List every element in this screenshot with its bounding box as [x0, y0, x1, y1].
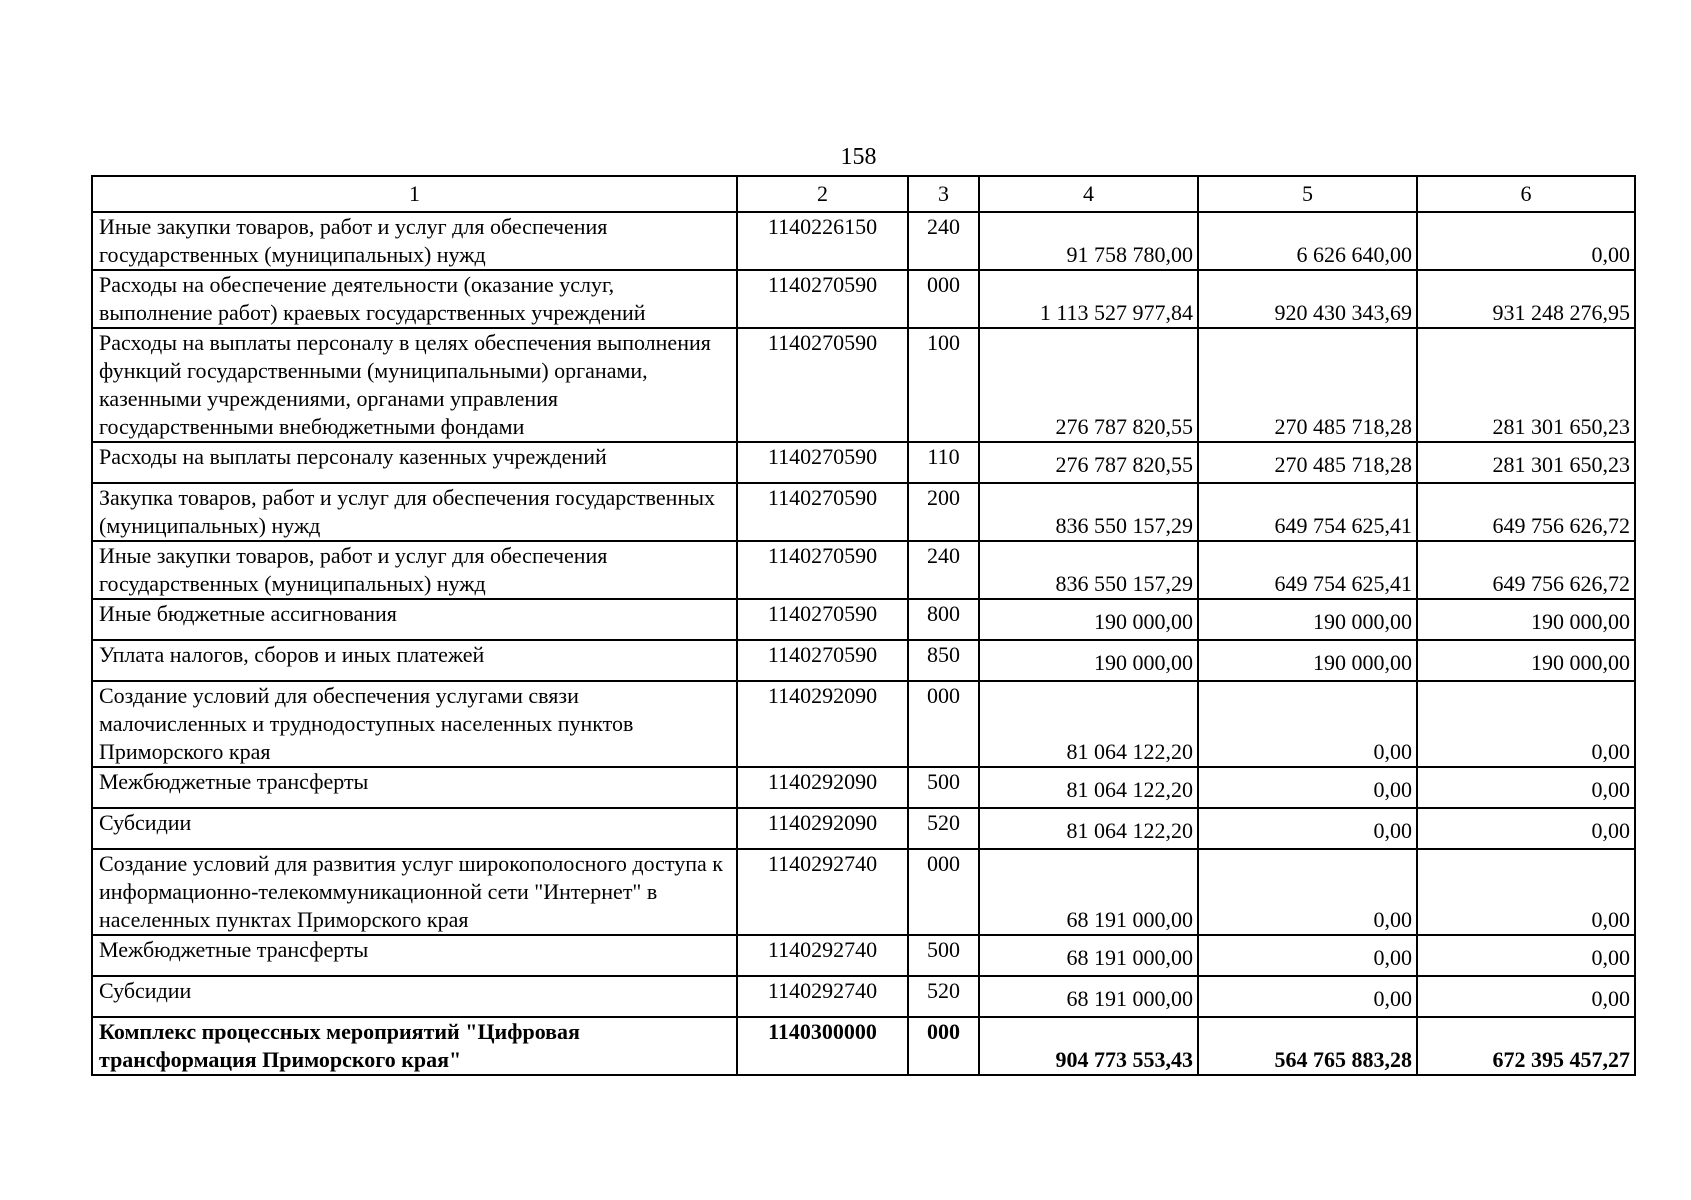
row-value-4: 276 787 820,55 — [979, 328, 1198, 442]
table-row — [92, 935, 1635, 976]
row-type: 520 — [908, 976, 979, 1017]
row-code: 1140270590 — [737, 442, 908, 483]
column-header: 6 — [1417, 176, 1635, 212]
row-code: 1140270590 — [737, 270, 908, 328]
row-value-5: 190 000,00 — [1198, 640, 1417, 681]
row-value-6: 0,00 — [1417, 767, 1635, 808]
row-value-4: 68 191 000,00 — [979, 976, 1198, 1017]
row-type: 110 — [908, 442, 979, 483]
table-row — [92, 328, 1635, 442]
row-type: 850 — [908, 640, 979, 681]
row-value-4: 1 113 527 977,84 — [979, 270, 1198, 328]
row-value-4: 81 064 122,20 — [979, 767, 1198, 808]
row-name: Уплата налогов, сборов и иных платежей — [92, 640, 737, 681]
table-row — [92, 212, 1635, 270]
row-code: 1140270590 — [737, 328, 908, 442]
row-name: Комплекс процессных мероприятий "Цифровая трансформация Приморского края" — [92, 1017, 737, 1075]
row-value-4: 836 550 157,29 — [979, 483, 1198, 541]
row-code: 1140292740 — [737, 849, 908, 935]
column-header: 5 — [1198, 176, 1417, 212]
row-code: 1140270590 — [737, 483, 908, 541]
row-code: 1140270590 — [737, 640, 908, 681]
table-header-row — [92, 176, 1635, 212]
row-code: 1140292740 — [737, 935, 908, 976]
page-number: 158 — [840, 144, 877, 170]
row-value-5: 649 754 625,41 — [1198, 541, 1417, 599]
row-value-5: 0,00 — [1198, 935, 1417, 976]
row-type: 520 — [908, 808, 979, 849]
row-type: 500 — [908, 767, 979, 808]
row-code: 1140292090 — [737, 767, 908, 808]
row-type: 240 — [908, 212, 979, 270]
row-name: Создание условий для развития услуг широкополосного доступа к информационно-телекоммуникационной сети "Интернет" в населенных пунктах Приморского края — [92, 849, 737, 935]
row-value-4: 68 191 000,00 — [979, 935, 1198, 976]
row-value-4: 91 758 780,00 — [979, 212, 1198, 270]
row-value-6: 672 395 457,27 — [1417, 1017, 1635, 1075]
row-value-6: 281 301 650,23 — [1417, 328, 1635, 442]
row-code: 1140292740 — [737, 976, 908, 1017]
row-code: 1140292090 — [737, 681, 908, 767]
row-name: Субсидии — [92, 808, 737, 849]
row-value-5: 0,00 — [1198, 976, 1417, 1017]
row-value-6: 190 000,00 — [1417, 640, 1635, 681]
row-value-6: 649 756 626,72 — [1417, 541, 1635, 599]
row-name: Расходы на выплаты персоналу казенных учреждений — [92, 442, 737, 483]
row-name: Иные закупки товаров, работ и услуг для обеспечения государственных (муниципальных) нужд — [92, 541, 737, 599]
row-value-4: 68 191 000,00 — [979, 849, 1198, 935]
row-type: 000 — [908, 270, 979, 328]
table-row — [92, 976, 1635, 1017]
row-value-6: 649 756 626,72 — [1417, 483, 1635, 541]
row-code: 1140300000 — [737, 1017, 908, 1075]
row-name: Иные закупки товаров, работ и услуг для обеспечения государственных (муниципальных) нужд — [92, 212, 737, 270]
row-value-5: 0,00 — [1198, 681, 1417, 767]
row-value-5: 920 430 343,69 — [1198, 270, 1417, 328]
table-row — [92, 808, 1635, 849]
row-value-4: 190 000,00 — [979, 599, 1198, 640]
row-code: 1140226150 — [737, 212, 908, 270]
column-header: 1 — [92, 176, 737, 212]
row-value-6: 0,00 — [1417, 849, 1635, 935]
row-value-6: 0,00 — [1417, 681, 1635, 767]
row-name: Межбюджетные трансферты — [92, 767, 737, 808]
row-type: 200 — [908, 483, 979, 541]
row-name: Иные бюджетные ассигнования — [92, 599, 737, 640]
row-name: Межбюджетные трансферты — [92, 935, 737, 976]
column-header: 2 — [737, 176, 908, 212]
row-value-4: 190 000,00 — [979, 640, 1198, 681]
row-type: 000 — [908, 1017, 979, 1075]
row-value-4: 836 550 157,29 — [979, 541, 1198, 599]
row-value-5: 564 765 883,28 — [1198, 1017, 1417, 1075]
row-code: 1140292090 — [737, 808, 908, 849]
row-value-5: 0,00 — [1198, 767, 1417, 808]
budget-table — [91, 175, 1636, 1076]
row-value-6: 190 000,00 — [1417, 599, 1635, 640]
row-value-6: 931 248 276,95 — [1417, 270, 1635, 328]
row-value-4: 81 064 122,20 — [979, 681, 1198, 767]
table-row — [92, 767, 1635, 808]
table-row — [92, 541, 1635, 599]
row-value-5: 0,00 — [1198, 849, 1417, 935]
row-name: Расходы на выплаты персоналу в целях обеспечения выполнения функций государственными (муниципальными) органами, казенными учреждениями, органами управления государственными внебюджетными фондами — [92, 328, 737, 442]
column-header: 4 — [979, 176, 1198, 212]
row-value-6: 0,00 — [1417, 808, 1635, 849]
row-type: 240 — [908, 541, 979, 599]
row-value-6: 0,00 — [1417, 976, 1635, 1017]
table-row-total — [92, 1017, 1635, 1075]
row-code: 1140270590 — [737, 541, 908, 599]
row-code: 1140270590 — [737, 599, 908, 640]
table-row — [92, 483, 1635, 541]
row-value-6: 281 301 650,23 — [1417, 442, 1635, 483]
row-type: 100 — [908, 328, 979, 442]
row-type: 000 — [908, 849, 979, 935]
row-value-4: 276 787 820,55 — [979, 442, 1198, 483]
row-value-5: 270 485 718,28 — [1198, 328, 1417, 442]
table-row — [92, 599, 1635, 640]
row-name: Субсидии — [92, 976, 737, 1017]
table-row — [92, 849, 1635, 935]
row-value-4: 904 773 553,43 — [979, 1017, 1198, 1075]
row-type: 800 — [908, 599, 979, 640]
row-value-6: 0,00 — [1417, 935, 1635, 976]
row-value-5: 270 485 718,28 — [1198, 442, 1417, 483]
row-type: 500 — [908, 935, 979, 976]
row-value-5: 649 754 625,41 — [1198, 483, 1417, 541]
table-row — [92, 681, 1635, 767]
row-value-5: 0,00 — [1198, 808, 1417, 849]
row-name: Расходы на обеспечение деятельности (оказание услуг, выполнение работ) краевых государственных учреждений — [92, 270, 737, 328]
row-value-5: 6 626 640,00 — [1198, 212, 1417, 270]
table-row — [92, 270, 1635, 328]
row-value-4: 81 064 122,20 — [979, 808, 1198, 849]
row-name: Закупка товаров, работ и услуг для обеспечения государственных (муниципальных) нужд — [92, 483, 737, 541]
table-row — [92, 640, 1635, 681]
column-header: 3 — [908, 176, 979, 212]
row-name: Создание условий для обеспечения услугами связи малочисленных и труднодоступных населенных пунктов Приморского края — [92, 681, 737, 767]
row-type: 000 — [908, 681, 979, 767]
table-row — [92, 442, 1635, 483]
row-value-6: 0,00 — [1417, 212, 1635, 270]
row-value-5: 190 000,00 — [1198, 599, 1417, 640]
